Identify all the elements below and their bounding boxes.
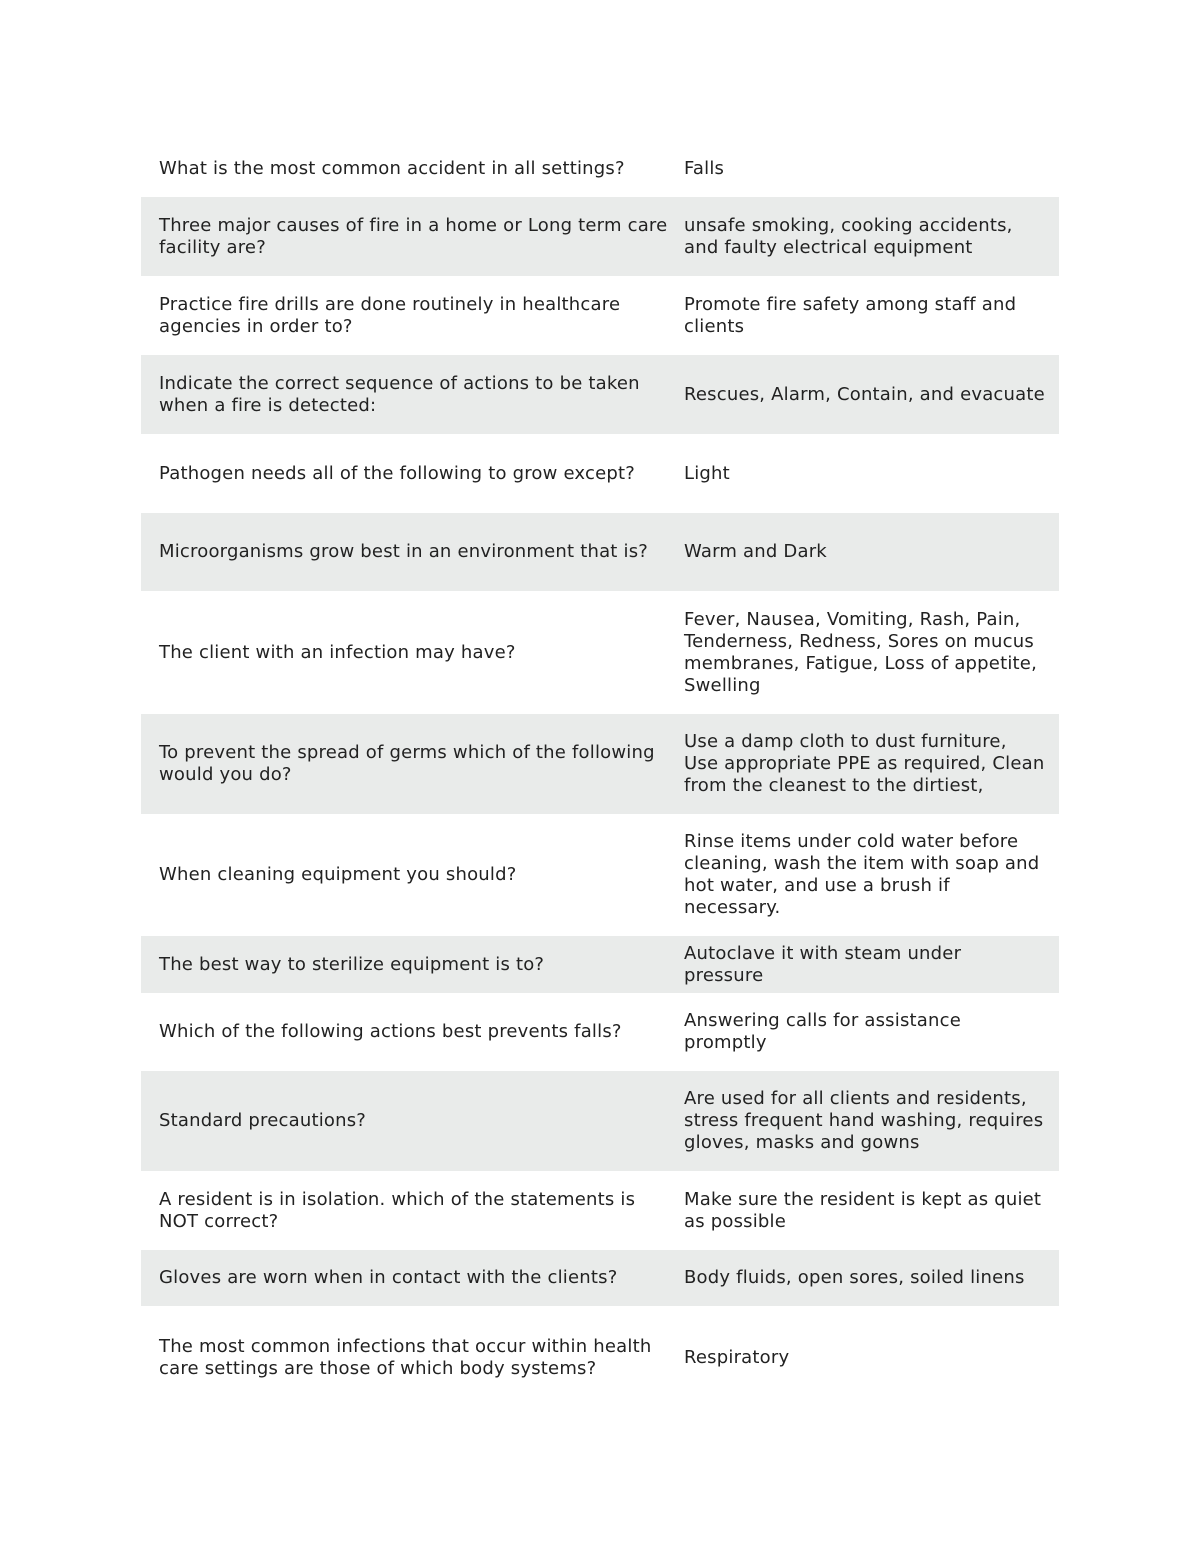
question-cell [141,1306,684,1410]
table-row [141,197,1059,276]
answer-text: Falls [684,157,725,179]
question-text: Standard precautions? [159,1110,367,1131]
table-row [141,814,1059,936]
answer-cell [684,1306,1059,1410]
question-text: When cleaning equipment you should? [159,864,517,885]
table-row [141,276,1059,355]
question-text: Three major causes of fire in a home or Long term care facility are? [159,214,668,258]
question-text: Indicate the correct sequence of actions to be taken when a fire is detected: [159,372,640,416]
answer-cell [684,591,1059,714]
question-cell [141,591,684,714]
question-cell [141,140,684,197]
question-text: Microorganisms grow best in an environment that is? [159,541,649,562]
question-text: Which of the following actions best prevents falls? [159,1021,622,1042]
table-row [141,1250,1059,1306]
question-cell [141,355,684,434]
answer-text: Fever, Nausea, Vomiting, Rash, Pain, Tenderness, Redness, Sores on mucus membranes, Fatigue, Loss of appetite, Swelling [684,608,1037,696]
question-text: The best way to sterilize equipment is to? [159,953,545,975]
answer-cell [684,936,1059,993]
answer-cell [684,197,1059,276]
answer-text: Autoclave it with steam under pressure [684,942,962,986]
answer-cell [684,276,1059,355]
answer-cell [684,814,1059,936]
answer-text: Make sure the resident is kept as quiet as possible [684,1188,1042,1232]
answer-text: Respiratory [684,1347,790,1368]
answer-cell [684,140,1059,197]
table-row [141,434,1059,513]
question-text: Gloves are worn when in contact with the clients? [159,1267,618,1288]
question-cell [141,276,684,355]
table-row [141,513,1059,591]
table-row [141,1071,1059,1171]
document-page [141,140,1059,1410]
answer-cell [684,1171,1059,1250]
question-text: Practice fire drills are done routinely in healthcare agencies in order to? [159,293,621,337]
qa-table [141,140,1059,1410]
table-row [141,355,1059,434]
answer-text: Answering calls for assistance promptly [684,1010,961,1053]
table-row [141,1171,1059,1250]
table-row [141,1306,1059,1410]
answer-text: Light [684,462,730,484]
answer-cell [684,513,1059,591]
table-row [141,993,1059,1071]
question-cell [141,814,684,936]
answer-cell [684,355,1059,434]
question-text: What is the most common accident in all settings? [159,157,625,179]
question-text: The most common infections that occur within health care settings are those of which body systems? [159,1336,652,1379]
answer-cell [684,714,1059,814]
answer-cell [684,434,1059,513]
question-cell [141,1250,684,1306]
answer-text: Are used for all clients and residents, stress frequent hand washing, requires gloves, masks and gowns [684,1088,1044,1153]
question-text: To prevent the spread of germs which of the following would you do? [159,742,655,785]
answer-cell [684,1250,1059,1306]
answer-text: Body fluids, open sores, soiled linens [684,1267,1025,1288]
question-cell [141,936,684,993]
table-row [141,714,1059,814]
question-text: Pathogen needs all of the following to grow except? [159,462,635,484]
answer-text: Warm and Dark [684,541,827,562]
answer-text: Rescues, Alarm, Contain, and evacuate [684,383,1045,405]
question-cell [141,197,684,276]
answer-cell [684,993,1059,1071]
answer-text: Promote fire safety among staff and clients [684,293,1017,337]
answer-text: Rinse items under cold water before cleaning, wash the item with soap and hot water, and use a brush if necessary. [684,831,1040,918]
table-row [141,936,1059,993]
answer-text: unsafe smoking, cooking accidents, and faulty electrical equipment [684,214,1013,258]
question-cell [141,513,684,591]
question-cell [141,714,684,814]
table-row [141,140,1059,197]
question-cell [141,434,684,513]
answer-cell [684,1071,1059,1171]
answer-text: Use a damp cloth to dust furniture, Use appropriate PPE as required, Clean from the cleanest to the dirtiest, [684,731,1045,796]
question-cell [141,1171,684,1250]
question-cell [141,1071,684,1171]
table-row [141,591,1059,714]
question-cell [141,993,684,1071]
question-text: A resident is in isolation. which of the statements is NOT correct? [159,1188,636,1232]
question-text: The client with an infection may have? [159,641,516,663]
